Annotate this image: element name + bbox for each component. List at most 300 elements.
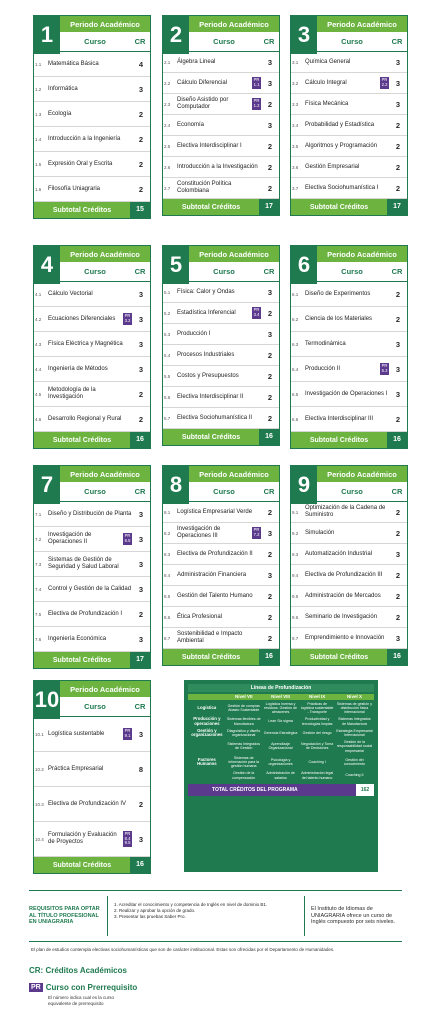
linea-course: Gerencia Estratégica xyxy=(263,730,298,735)
course-row xyxy=(34,357,150,382)
requisito-item: 2. Realizar y aprobar la opción de grado. xyxy=(114,908,196,913)
course-code: 8.7 xyxy=(164,635,171,641)
course-credits: 3 xyxy=(395,364,401,374)
course-row xyxy=(34,822,150,857)
semester-card-7 xyxy=(33,465,151,669)
legend-pr xyxy=(29,983,137,992)
course-credits: 2 xyxy=(267,591,273,601)
course-code: 7.1 xyxy=(35,511,42,517)
course-name: Costos y Presupuestos xyxy=(177,372,239,379)
semester-card-2 xyxy=(162,15,280,216)
course-code: 8.6 xyxy=(164,614,171,620)
periodo-header: Periodo Académico xyxy=(317,246,407,262)
course-credits: 3 xyxy=(138,364,144,374)
course-credits: 2 xyxy=(395,289,401,299)
semester-number: 2 xyxy=(163,16,189,54)
requisitos-box xyxy=(29,890,402,942)
course-code: 5.6 xyxy=(164,394,171,400)
linea-course: Lean Six sigma xyxy=(268,719,293,724)
course-code: 1.3 xyxy=(35,111,42,117)
course-row xyxy=(163,345,279,366)
cr-header: CR xyxy=(134,267,146,276)
course-row xyxy=(163,565,279,586)
course-credits: 2 xyxy=(395,570,401,580)
course-name: Introducción a la Investigación xyxy=(177,163,258,170)
course-name: Ciencia de los Materiales xyxy=(305,315,373,322)
course-credits: 2 xyxy=(138,134,144,144)
course-name: Logística Empresarial Verde xyxy=(177,508,253,515)
course-code: 4.2 xyxy=(35,316,42,322)
linea-course: Gestión de la responsabilidad social empresarial xyxy=(336,740,373,753)
course-row xyxy=(34,602,150,627)
course-code: 5.4 xyxy=(164,352,171,358)
course-credits: 4 xyxy=(138,59,144,69)
legend-pr-note: El número indica cual es la curso equivalente de prerrequisito xyxy=(48,995,115,1006)
course-code: 2.7 xyxy=(164,185,171,191)
course-row xyxy=(163,408,279,429)
cr-header: CR xyxy=(134,37,146,46)
course-credits: 2 xyxy=(395,528,401,538)
course-name: Álgebra Lineal xyxy=(177,58,216,65)
course-credits: 3 xyxy=(138,339,144,349)
course-code: 3.1 xyxy=(292,59,299,65)
course-code: 3.4 xyxy=(292,122,299,128)
course-row xyxy=(34,502,150,527)
course-row xyxy=(34,577,150,602)
semester-number: 8 xyxy=(163,466,189,504)
course-name: Emprendimiento e Innovación xyxy=(305,634,385,641)
subtotal-row xyxy=(291,199,407,215)
periodo-header: Periodo Académico xyxy=(60,16,150,32)
course-code: 10.2 xyxy=(35,766,44,772)
course-row xyxy=(34,627,150,652)
lineas-table xyxy=(188,694,374,781)
column-header xyxy=(60,697,150,717)
level-header: Nivel X xyxy=(335,694,374,700)
column-header xyxy=(60,482,150,502)
course-name: Control y Gestión de la Calidad xyxy=(48,585,132,592)
periodo-header: Periodo Académico xyxy=(189,246,279,262)
column-header xyxy=(317,262,407,282)
course-row xyxy=(291,115,407,136)
course-credits: 2 xyxy=(395,591,401,601)
subtotal-row xyxy=(34,857,150,873)
linea-row xyxy=(188,770,374,781)
course-row xyxy=(291,628,407,649)
subtotal-row xyxy=(163,429,279,445)
semester-number: 9 xyxy=(291,466,317,504)
linea-course: Administración de salarios xyxy=(266,771,295,780)
course-name: Electiva de Profundización IV xyxy=(48,800,127,807)
linea-course: Administración legal del talento humano xyxy=(301,771,334,780)
course-credits: 3 xyxy=(138,534,144,544)
subtotal-row xyxy=(163,199,279,215)
course-credits: 3 xyxy=(395,549,401,559)
course-code: 8.3 xyxy=(164,551,171,557)
course-row xyxy=(34,52,150,77)
course-credits: 3 xyxy=(267,120,273,130)
periodo-header: Periodo Académico xyxy=(60,246,150,262)
course-name: Investigación de Operaciones III xyxy=(177,526,221,539)
semester-number: 6 xyxy=(291,246,317,284)
course-row xyxy=(34,527,150,552)
cr-header: CR xyxy=(391,487,403,496)
course-credits: 3 xyxy=(267,57,273,67)
course-row xyxy=(291,157,407,178)
course-code: 7.5 xyxy=(35,611,42,617)
semester-card-4 xyxy=(33,245,151,449)
subtotal-label: Subtotal Créditos xyxy=(52,656,112,664)
course-code: 8.2 xyxy=(164,530,171,536)
linea-course: Aprendizaje Organizacional xyxy=(268,742,293,751)
course-credits: 3 xyxy=(138,729,144,739)
curso-header: Curso xyxy=(213,37,235,46)
linea-course: Logística inversa y residuos. Gestión de almacenes xyxy=(264,701,298,715)
linea-row xyxy=(188,716,374,727)
course-credits: 8 xyxy=(138,764,144,774)
subtotal-label: Subtotal Créditos xyxy=(309,436,369,444)
course-name: Logística sustentable xyxy=(48,730,105,737)
course-code: 4.4 xyxy=(35,366,42,372)
linea-row xyxy=(188,700,374,716)
linea-course: Gestión de la compensación xyxy=(232,771,256,780)
prerequisite-badge: PR 8.4 9.5 xyxy=(124,831,131,846)
course-code: 2.4 xyxy=(164,122,171,128)
semester-number: 7 xyxy=(34,466,60,504)
course-row xyxy=(163,324,279,345)
linea-course: Diagnóstico y diseño organizacional xyxy=(227,728,261,737)
course-code: 7.2 xyxy=(35,536,42,542)
course-credits: 3 xyxy=(267,570,273,580)
total-value: 162 xyxy=(356,784,374,796)
course-credits: 2 xyxy=(267,183,273,193)
subtotal-value: 16 xyxy=(130,857,150,873)
linea-course: Sistemas flexibles de Manufactura xyxy=(226,717,261,726)
curso-header: Curso xyxy=(213,487,235,496)
course-credits: 2 xyxy=(138,389,144,399)
course-row xyxy=(291,382,407,407)
course-row xyxy=(163,366,279,387)
course-row xyxy=(163,586,279,607)
curso-header: Curso xyxy=(84,702,106,711)
course-credits: 2 xyxy=(395,612,401,622)
area-name xyxy=(188,770,226,781)
course-row xyxy=(291,73,407,94)
periodo-header: Periodo Académico xyxy=(189,16,279,32)
course-row xyxy=(34,552,150,577)
requisitos-title: REQUISITOS PARA OPTAR AL TÍTULO PROFESIONAL EN UNIAGRARIA xyxy=(29,906,100,926)
course-row xyxy=(34,152,150,177)
course-name: Probabilidad y Estadística xyxy=(305,121,375,128)
course-credits: 3 xyxy=(395,78,401,88)
course-code: 4.3 xyxy=(35,341,42,347)
course-code: 3.5 xyxy=(292,143,299,149)
course-name: Práctica Empresarial xyxy=(48,765,104,772)
course-credits: 3 xyxy=(267,78,273,88)
course-code: 8.4 xyxy=(164,572,171,578)
course-name: Termodinámica xyxy=(305,340,346,347)
course-credits: 2 xyxy=(267,371,273,381)
cr-header: CR xyxy=(263,267,275,276)
course-name: Ingeniería de Métodos xyxy=(48,365,108,372)
column-header xyxy=(317,482,407,502)
linea-course: Gestión del conocimiento xyxy=(343,757,366,767)
linea-row xyxy=(188,754,374,770)
course-code: 3.7 xyxy=(292,185,299,191)
area-name: Producción y operaciones xyxy=(193,716,221,726)
column-header xyxy=(189,262,279,282)
course-row xyxy=(34,307,150,332)
subtotal-value: 16 xyxy=(259,429,279,445)
course-name: Procesos Industriales xyxy=(177,351,235,358)
course-code: 9.3 xyxy=(292,551,299,557)
course-code: 5.3 xyxy=(164,331,171,337)
area-name: Gestión y organizaciones xyxy=(191,727,223,737)
prerequisite-badge: PR 1.2 xyxy=(253,98,260,108)
course-code: 1.6 xyxy=(35,186,42,192)
course-row xyxy=(34,282,150,307)
course-name: Diseño y Distribución de Planta xyxy=(48,510,132,517)
linea-course: Gestión del riesgo xyxy=(302,730,332,735)
linea-course: Sistemas Integrados de Gestión xyxy=(227,742,261,751)
area-name: Logística xyxy=(197,704,217,710)
course-credits: 2 xyxy=(267,612,273,622)
requisito-item: 3. Presentar las pruebas Saber Pro. xyxy=(114,914,186,919)
course-code: 8.1 xyxy=(164,509,171,515)
course-credits: 3 xyxy=(138,314,144,324)
course-credits: 3 xyxy=(395,389,401,399)
course-credits: 2 xyxy=(395,414,401,424)
course-code: 7.3 xyxy=(35,561,42,567)
course-name: Economía xyxy=(177,121,205,128)
course-credits: 2 xyxy=(395,314,401,324)
course-credits: 3 xyxy=(395,633,401,643)
course-credits: 2 xyxy=(267,413,273,423)
course-code: 4.6 xyxy=(35,416,42,422)
course-code: 7.4 xyxy=(35,586,42,592)
subtotal-label: Subtotal Créditos xyxy=(181,653,241,661)
curso-header: Curso xyxy=(84,37,106,46)
course-credits: 2 xyxy=(138,159,144,169)
course-name: Matemática Básica xyxy=(48,60,99,67)
course-name: Ecuaciones Diferenciales xyxy=(48,315,116,322)
course-credits: 2 xyxy=(395,183,401,193)
total-creditos xyxy=(188,784,374,796)
course-name: Cálculo Vectorial xyxy=(48,290,93,297)
course-row xyxy=(291,523,407,544)
cr-header: CR xyxy=(134,487,146,496)
course-code: 5.2 xyxy=(164,310,171,316)
course-code: 5.7 xyxy=(164,415,171,421)
course-credits: 3 xyxy=(138,84,144,94)
prerequisite-badge: PR 2.2 xyxy=(381,77,388,87)
course-row xyxy=(291,282,407,307)
periodo-header: Periodo Académico xyxy=(60,681,150,697)
course-credits: 2 xyxy=(138,799,144,809)
subtotal-label: Subtotal Créditos xyxy=(181,433,241,441)
course-row xyxy=(34,332,150,357)
course-name: Investigación de Operaciones II xyxy=(48,532,92,545)
column-header xyxy=(189,482,279,502)
course-credits: 2 xyxy=(267,633,273,643)
course-credits: 2 xyxy=(267,350,273,360)
semester-card-10 xyxy=(33,680,151,874)
course-name: Investigación de Operaciones I xyxy=(305,390,388,397)
linea-course: Productividad y tecnologías limpias xyxy=(301,717,333,726)
course-code: 6.3 xyxy=(292,341,299,347)
level-header: Nivel IX xyxy=(299,694,335,700)
course-credits: 2 xyxy=(395,162,401,172)
ingles-note: El Instituto de Idiomas de UNIAGRARIA ofrece un curso de Inglés compuesto por seis niveles. xyxy=(304,896,402,936)
course-row xyxy=(163,628,279,649)
linea-row xyxy=(188,739,374,755)
course-name: Física Eléctrica y Magnética xyxy=(48,340,123,347)
subtotal-label: Subtotal Créditos xyxy=(52,861,112,869)
periodo-header: Periodo Académico xyxy=(317,466,407,482)
subtotal-label: Subtotal Créditos xyxy=(52,436,112,444)
course-code: 3.6 xyxy=(292,164,299,170)
course-code: 4.5 xyxy=(35,391,42,397)
area-name xyxy=(188,739,226,755)
course-code: 6.2 xyxy=(292,316,299,322)
course-row xyxy=(34,407,150,432)
course-code: 6.1 xyxy=(292,291,299,297)
level-header: Nivel VII xyxy=(226,694,262,700)
subtotal-value: 17 xyxy=(259,199,279,215)
course-name: Electiva de Profundización II xyxy=(177,550,253,557)
course-code: 9.5 xyxy=(292,593,299,599)
course-name: Electiva Sociohumanística I xyxy=(305,184,379,191)
cr-header: CR xyxy=(391,37,403,46)
course-credits: 3 xyxy=(138,584,144,594)
course-code: 6.5 xyxy=(292,391,299,397)
curso-header: Curso xyxy=(84,487,106,496)
course-code: 9.2 xyxy=(292,530,299,536)
course-name: Electiva de Profundización III xyxy=(305,571,383,578)
course-name: Metodología de la Investigación xyxy=(48,387,96,400)
course-row xyxy=(163,136,279,157)
course-name: Constitución Política Colombiana xyxy=(177,181,232,194)
subtotal-value: 16 xyxy=(387,432,407,448)
course-code: 2.3 xyxy=(164,101,171,107)
course-name: Sistemas de Gestión de Seguridad y Salud Laboral xyxy=(48,557,119,570)
prerequisite-badge: PR 7.2 xyxy=(253,527,260,537)
semester-number: 5 xyxy=(163,246,189,284)
pr-badge: PR xyxy=(31,984,41,991)
course-code: 3.2 xyxy=(292,80,299,86)
course-name: Algoritmos y Programación xyxy=(305,142,378,149)
course-name: Seminario de Investigación xyxy=(305,613,378,620)
semester-card-1 xyxy=(33,15,151,219)
column-header xyxy=(189,32,279,52)
course-name: Optimización de la Cadena de Suministro xyxy=(305,505,386,518)
linea-course: Sistemas integrados de Manufactura xyxy=(338,717,371,726)
course-row xyxy=(291,502,407,523)
course-row xyxy=(163,157,279,178)
course-row xyxy=(163,544,279,565)
course-credits: 2 xyxy=(267,99,273,109)
course-credits: 3 xyxy=(395,99,401,109)
course-name: Desarrollo Regional y Rural xyxy=(48,415,122,422)
course-name: Cálculo Integral xyxy=(305,79,347,86)
course-row xyxy=(163,94,279,115)
prerequisite-badge: PR 1.1 xyxy=(253,77,260,87)
course-credits: 2 xyxy=(267,392,273,402)
course-credits: 3 xyxy=(267,287,273,297)
course-name: Electiva Interdisciplinar I xyxy=(177,142,242,149)
footnote: El plan de estudios contempla electivas sociohumanísticas que son de carácter institucional. Estas son ofrecidas por el Departamento de Humanidades. xyxy=(31,947,335,952)
course-row xyxy=(163,282,279,303)
course-row xyxy=(163,387,279,408)
course-credits: 3 xyxy=(138,834,144,844)
area-name: Factores Humanos xyxy=(197,756,217,767)
course-row xyxy=(163,52,279,73)
course-name: Física: Calor y Ondas xyxy=(177,288,235,295)
course-code: 7.6 xyxy=(35,636,42,642)
linea-course: Sistemas de gestión y distribución física internacional xyxy=(336,701,373,715)
course-name: Ingeniería Económica xyxy=(48,635,107,642)
course-credits: 2 xyxy=(138,184,144,194)
course-credits: 2 xyxy=(138,109,144,119)
course-name: Electiva Interdisciplinar III xyxy=(305,415,374,422)
cr-header: CR xyxy=(263,37,275,46)
linea-course: Coaching I xyxy=(308,759,326,764)
prerequisite-badge: PR 3.4 xyxy=(253,307,260,317)
semester-number: 10 xyxy=(34,681,60,719)
periodo-header: Periodo Académico xyxy=(317,16,407,32)
course-row xyxy=(34,102,150,127)
periodo-header: Periodo Académico xyxy=(60,466,150,482)
column-header xyxy=(317,32,407,52)
course-row xyxy=(163,523,279,544)
cr-header: CR xyxy=(391,267,403,276)
prerequisite-badge: PR 3.2 xyxy=(124,313,131,323)
course-row xyxy=(291,332,407,357)
course-code: 1.4 xyxy=(35,136,42,142)
cr-header: CR xyxy=(134,702,146,711)
course-name: Informática xyxy=(48,85,78,92)
subtotal-value: 16 xyxy=(387,649,407,665)
course-row xyxy=(163,178,279,199)
curso-header: Curso xyxy=(84,267,106,276)
column-header xyxy=(60,32,150,52)
course-row xyxy=(34,717,150,752)
course-code: 2.2 xyxy=(164,80,171,86)
course-name: Expresión Oral y Escrita xyxy=(48,160,113,167)
course-code: 5.5 xyxy=(164,373,171,379)
course-code: 2.6 xyxy=(164,164,171,170)
course-code: 1.5 xyxy=(35,161,42,167)
course-credits: 2 xyxy=(395,507,401,517)
course-credits: 2 xyxy=(138,609,144,619)
prerequisite-badge: PR 5.3 xyxy=(381,363,388,373)
course-credits: 3 xyxy=(395,339,401,349)
linea-course: Estrategia Empresarial Internacional xyxy=(336,728,373,737)
curso-header: Curso xyxy=(341,37,363,46)
course-row xyxy=(291,607,407,628)
course-name: Sostenibilidad e Impacto Ambiental xyxy=(177,631,243,644)
course-row xyxy=(291,357,407,382)
linea-course: Sistemas de información para la gestión humana xyxy=(228,755,260,769)
course-row xyxy=(291,544,407,565)
course-code: 3.3 xyxy=(292,101,299,107)
course-name: Administración Financiera xyxy=(177,571,247,578)
level-header: Nivel VIII xyxy=(262,694,300,700)
total-label: TOTAL CRÉDITOS DEL PROGRAMA xyxy=(212,787,298,794)
course-row xyxy=(34,787,150,822)
course-name: Electiva de Profundización I xyxy=(48,610,123,617)
course-row xyxy=(291,178,407,199)
